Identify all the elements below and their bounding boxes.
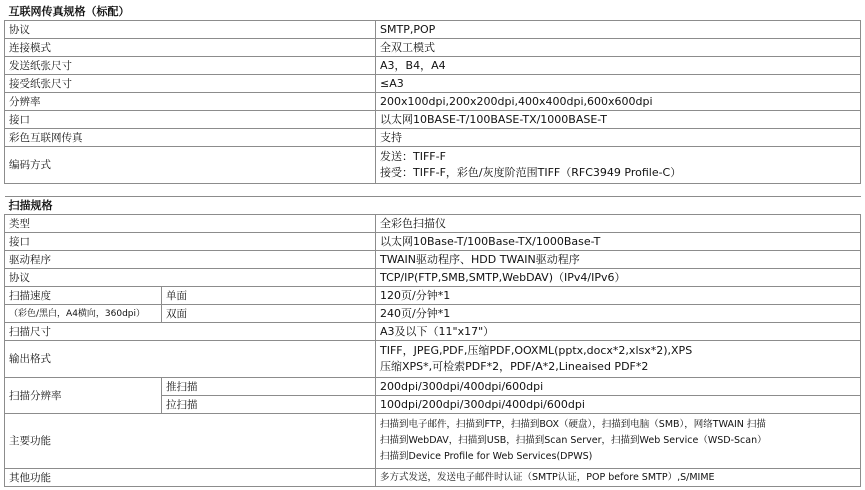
table-row (5, 469, 861, 487)
row-label: 扫描速度 (5, 287, 162, 305)
fax-section-header (5, 3, 861, 21)
table-row (5, 269, 861, 287)
row-value: 多方式发送，发送电子邮件时认证（SMTP认证，POP before SMTP）,S/MIME (376, 469, 861, 487)
row-label: 类型 (5, 215, 376, 233)
table-row (5, 111, 861, 129)
row-label: 发送纸张尺寸 (5, 57, 376, 75)
row-value: 以太网10BASE-T/100BASE-TX/1000BASE-T (376, 111, 861, 129)
row-value: SMTP,POP (376, 21, 861, 39)
fax-section-title: 互联网传真规格（标配） (5, 3, 162, 21)
row-value: 240页/分钟*1 (376, 305, 861, 323)
spec-table (4, 3, 861, 487)
table-row (5, 215, 861, 233)
scan-section-title: 扫描规格 (5, 197, 162, 215)
row-value (376, 341, 861, 378)
table-row (5, 57, 861, 75)
row-value: 以太网10Base-T/100Base-TX/1000Base-T (376, 233, 861, 251)
row-value: 200x100dpi,200x200dpi,400x400dpi,600x600dpi (376, 93, 861, 111)
row-value: A3及以下（11"x17"） (376, 323, 861, 341)
row-value (376, 414, 861, 469)
table-row (5, 75, 861, 93)
table-row (5, 341, 861, 378)
row-label: 接口 (5, 111, 376, 129)
sub-label: 双面 (162, 305, 376, 323)
row-label: 分辨率 (5, 93, 376, 111)
table-row (5, 305, 861, 323)
table-row (5, 233, 861, 251)
row-value: TCP/IP(FTP,SMB,SMTP,WebDAV)（IPv4/IPv6） (376, 269, 861, 287)
row-label: 连接模式 (5, 39, 376, 57)
table-row (5, 129, 861, 147)
row-label: 编码方式 (5, 147, 376, 184)
sub-label: 推扫描 (162, 378, 376, 396)
table-row (5, 414, 861, 469)
row-label: 驱动程序 (5, 251, 376, 269)
row-label: 扫描分辨率 (5, 378, 162, 414)
table-row (5, 21, 861, 39)
encoding-send: 发送：TIFF-F (380, 150, 446, 163)
row-value: 100dpi/200dpi/300dpi/400dpi/600dpi (376, 396, 861, 414)
row-label: 协议 (5, 21, 376, 39)
row-value: ≤A3 (376, 75, 861, 93)
row-value: 200dpi/300dpi/400dpi/600dpi (376, 378, 861, 396)
table-row (5, 93, 861, 111)
section-gap (5, 184, 861, 197)
sub-label: 单面 (162, 287, 376, 305)
scan-section-header (5, 197, 861, 215)
table-row (5, 147, 861, 184)
sub-label: 拉扫描 (162, 396, 376, 414)
row-label: 扫描尺寸 (5, 323, 376, 341)
features-line-2: 扫描到WebDAV，扫描到USB，扫描到Scan Server，扫描到Web Service（WSD-Scan） (380, 435, 767, 446)
table-row (5, 287, 861, 305)
row-label: 主要功能 (5, 414, 376, 469)
table-row (5, 378, 861, 396)
format-line-1: TIFF，JPEG,PDF,压缩PDF,OOXML(pptx,docx*2,xlsx*2),XPS (380, 344, 693, 357)
row-value: TWAIN驱动程序、HDD TWAIN驱动程序 (376, 251, 861, 269)
row-label: 输出格式 (5, 341, 376, 378)
features-line-3: 扫描到Device Profile for Web Services(DPWS) (380, 451, 593, 462)
row-label: 其他功能 (5, 469, 376, 487)
features-line-1: 扫描到电子邮件，扫描到FTP，扫描到BOX（硬盘），扫描到电脑（SMB），网络TWAIN 扫描 (380, 419, 766, 430)
row-value: A3，B4，A4 (376, 57, 861, 75)
row-label: 彩色互联网传真 (5, 129, 376, 147)
row-value: 120页/分钟*1 (376, 287, 861, 305)
row-label: 接受纸张尺寸 (5, 75, 376, 93)
table-row (5, 39, 861, 57)
row-value: 支持 (376, 129, 861, 147)
table-row (5, 323, 861, 341)
table-row (5, 251, 861, 269)
row-label: 接口 (5, 233, 376, 251)
encoding-receive: 接受：TIFF-F，彩色/灰度阶范围TIFF（RFC3949 Profile-C） (380, 166, 682, 179)
format-line-2: 压缩XPS*,可检索PDF*2，PDF/A*2,Lineaised PDF*2 (380, 360, 649, 373)
speed-note: （彩色/黑白，A4横向，360dpi） (5, 305, 162, 323)
row-value (376, 147, 861, 184)
row-value: 全双工模式 (376, 39, 861, 57)
row-label: 协议 (5, 269, 376, 287)
row-value: 全彩色扫描仪 (376, 215, 861, 233)
